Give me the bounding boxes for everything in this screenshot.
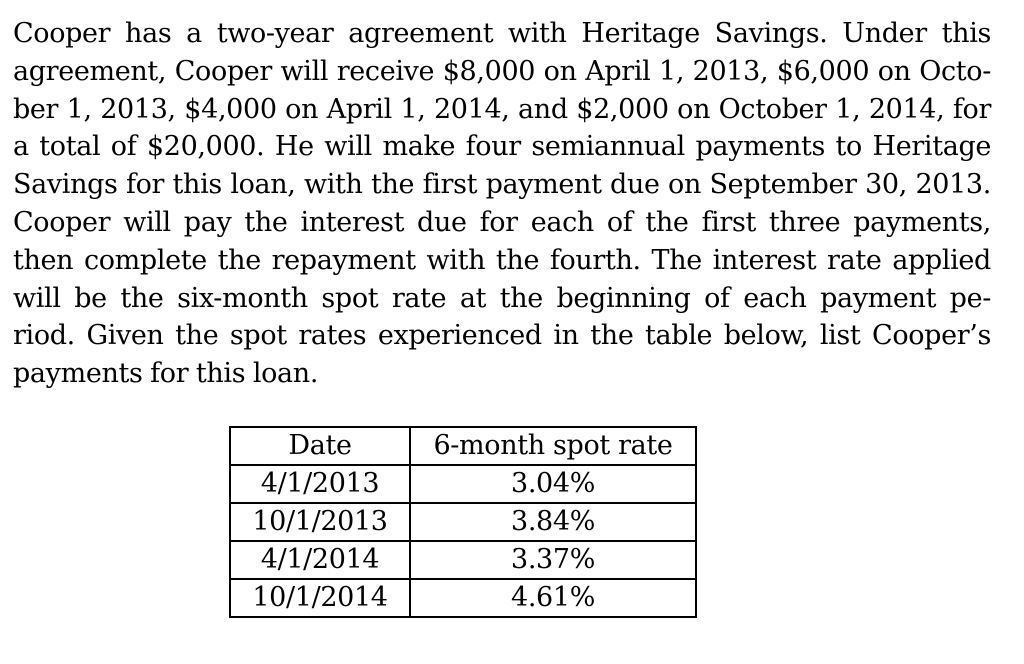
header-date: Date [230,427,410,465]
date-cell: 10/1/2014 [230,579,410,617]
problem-line: will be the six-month spot rate at the beginning of each payment pe- [13,282,991,314]
problem-line: Cooper will pay the interest due for each of the first three payments, [13,206,991,238]
rate-cell: 3.37% [410,541,696,579]
problem-line: Savings for this loan, with the first payment due on September 30, 2013. [13,169,991,201]
table-row [230,579,696,617]
date-cell: 4/1/2013 [230,465,410,503]
spot-rate-table [229,426,697,618]
problem-line: payments for this loan. [13,358,319,390]
table-row [230,541,696,579]
date-cell: 4/1/2014 [230,541,410,579]
table-row [230,465,696,503]
rate-cell: 4.61% [410,579,696,617]
date-cell: 10/1/2013 [230,503,410,541]
problem-line: riod. Given the spot rates experienced in the table below, list Cooper’s [13,320,991,352]
problem-line: Cooper has a two-year agreement with Heritage Savings. Under this [13,18,991,49]
problem-line: ber 1, 2013, $4,000 on April 1, 2014, and $2,000 on October 1, 2014, for [13,93,991,125]
header-spot-rate: 6-month spot rate [410,427,696,465]
problem-line: a total of $20,000. He will make four semiannual payments to Heritage [13,131,991,163]
table-header-row [230,427,696,465]
rate-cell: 3.84% [410,503,696,541]
problem-line: agreement, Cooper will receive $8,000 on April 1, 2013, $6,000 on Octo- [13,55,991,87]
table-row [230,503,696,541]
problem-line: then complete the repayment with the fourth. The interest rate applied [13,244,991,276]
problem-statement [13,15,991,393]
rate-cell: 3.04% [410,465,696,503]
